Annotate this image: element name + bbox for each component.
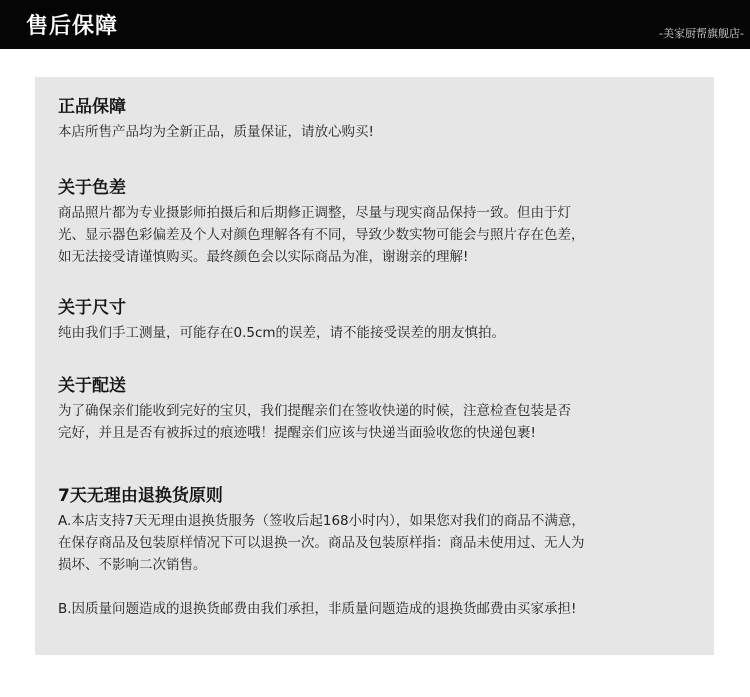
section-line: 商品照片都为专业摄影师拍摄后和后期修正调整，尽量与现实商品保持一致。但由于灯 bbox=[58, 205, 571, 221]
section-return-policy bbox=[58, 481, 688, 620]
section-body bbox=[58, 400, 688, 444]
section-line: B.因质量问题造成的退换货邮费由我们承担，非质量问题造成的退换货邮费由买家承担! bbox=[58, 601, 577, 617]
section-line: 在保存商品及包装原样情况下可以退换一次。商品及包装原样指：商品未使用过、无人为 bbox=[58, 535, 585, 551]
section-line: A.本店支持7天无理由退换货服务（签收后起168小时内），如果您对我们的商品不满意， bbox=[58, 513, 585, 529]
store-name: -美家厨帮旗舰店- bbox=[659, 27, 744, 40]
section-title: 关于尺寸 bbox=[58, 298, 126, 318]
section-title: 正品保障 bbox=[58, 97, 126, 117]
paragraph-gap bbox=[58, 576, 688, 598]
section-delivery bbox=[58, 371, 688, 444]
policy-panel bbox=[35, 77, 714, 655]
section-size bbox=[58, 293, 688, 344]
section-line: 完好，并且是否有被拆过的痕迹哦！提醒亲们应该与快递当面验收您的快递包裹! bbox=[58, 425, 536, 441]
section-line: 光、显示器色彩偏差及个人对颜色理解各有不同，导致少数实物可能会与照片存在色差， bbox=[58, 227, 585, 243]
section-body bbox=[58, 121, 688, 143]
section-line: 纯由我们手工测量，可能存在0.5cm的误差，请不能接受误差的朋友慎拍。 bbox=[58, 325, 506, 341]
section-line: 如无法接受请谨慎购买。最终颜色会以实际商品为准，谢谢亲的理解! bbox=[58, 249, 469, 265]
section-body bbox=[58, 202, 688, 268]
section-color-difference bbox=[58, 173, 688, 268]
section-line: 为了确保亲们能收到完好的宝贝，我们提醒亲们在签收快递的时候，注意检查包装是否 bbox=[58, 403, 571, 419]
section-line: 本店所售产品均为全新正品，质量保证，请放心购买! bbox=[58, 124, 374, 140]
section-line: 损坏、不影响二次销售。 bbox=[58, 557, 207, 573]
section-title: 关于配送 bbox=[58, 376, 126, 396]
section-title: 关于色差 bbox=[58, 178, 126, 198]
header-bar bbox=[0, 0, 750, 49]
section-body bbox=[58, 322, 688, 344]
section-authentic bbox=[58, 92, 688, 143]
section-title: 7天无理由退换货原则 bbox=[58, 486, 223, 506]
page-title: 售后保障 bbox=[26, 14, 119, 39]
section-body bbox=[58, 510, 688, 620]
